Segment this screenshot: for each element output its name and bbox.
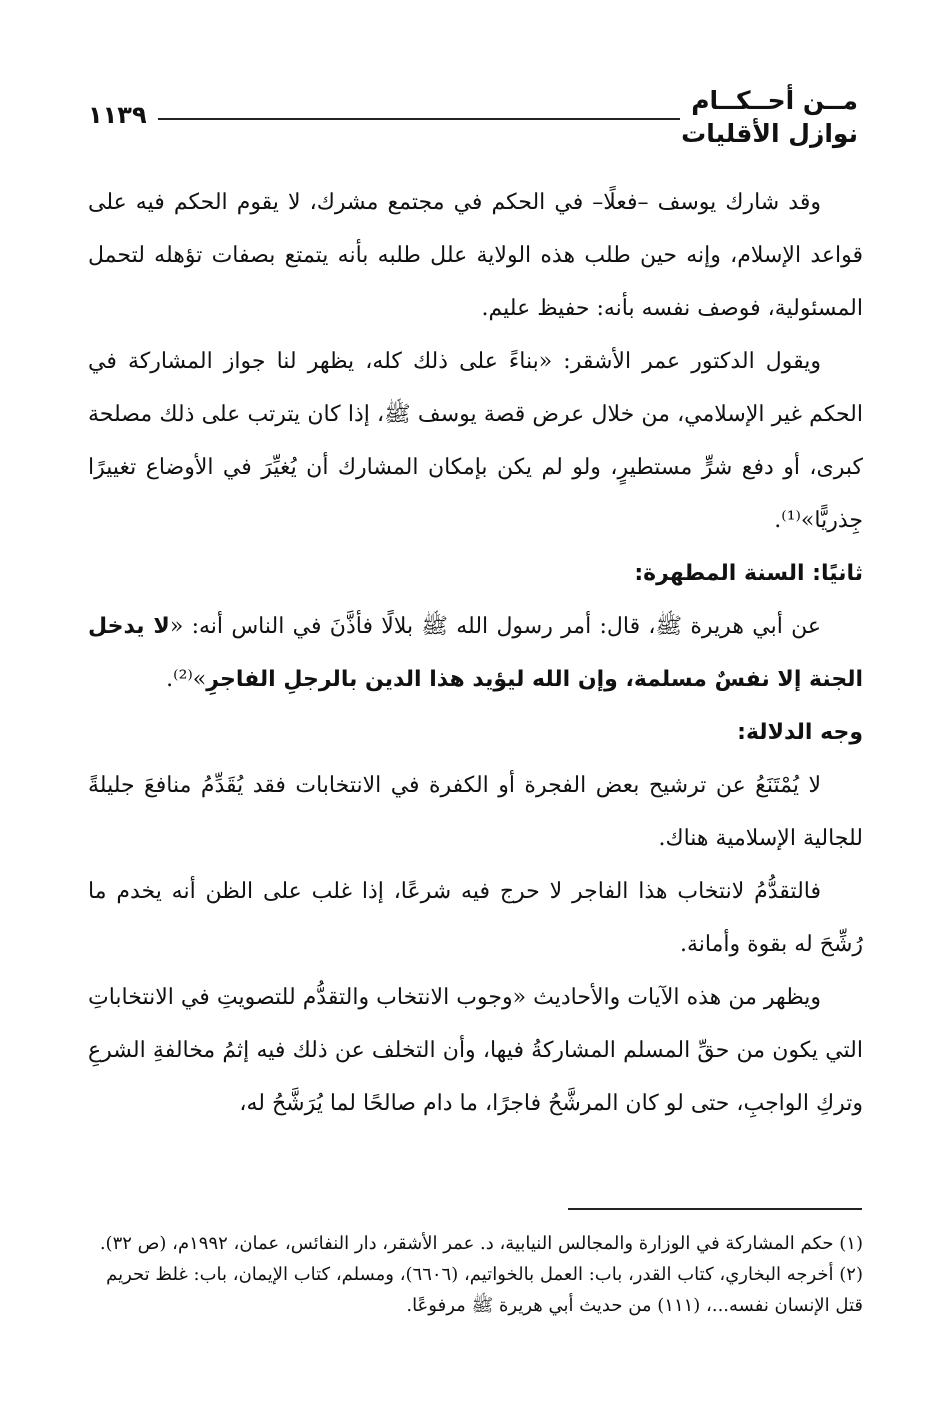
hadith-text: لا يدخل الجنة إلا نفسٌ مسلمة، وإن الله ليؤيد هذا الدين بالرجلِ الفاجرِ	[88, 614, 863, 692]
paragraph-voting-obligation: ويظهر من هذه الآيات والأحاديث «وجوب الانتخاب والتقدُّم للتصويتِ في الانتخاباتِ التي يكون من حقِّ المسلم المشاركةُ فيها، وأن التخلف عن ذلك فيه إثمُ مخالفةِ الشرعِ وتركِ الواجبِ، حتى لو كان المرشَّحُ فاجرًا، ما دام صالحًا لما يُرَشَّحُ له،	[88, 985, 863, 1116]
section-heading-evidence: وجه الدلالة:	[737, 720, 863, 745]
header-title-line2: نوازل الأقليات	[681, 119, 858, 148]
paragraph-yusuf-participation: وقد شارك يوسف –فعلًا– في الحكم في مجتمع مشرك، لا يقوم الحكم فيه على قواعد الإسلام، وإنه حين طلب هذه الولاية علل طلبه بأنه يتمتع بصفات تؤهله لتحمل المسئولية، فوصف نفسه بأنه: حفيظ عليم.	[88, 190, 863, 321]
hadith-ending: »⁽²⁾.	[166, 667, 207, 692]
header-title-line1: مــن أحــكــام	[691, 86, 858, 115]
page-number: ١١٣٩	[88, 101, 147, 129]
main-text	[88, 176, 863, 1130]
running-header-title	[618, 84, 858, 150]
header-rule	[158, 118, 680, 120]
footnotes	[88, 1228, 863, 1321]
paragraph-hadith	[88, 600, 863, 706]
hadith-introduction: عن أبي هريرة ﷺ، قال: أمر رسول الله ﷺ بلالًا فأذَّنَ في الناس أنه: «	[169, 614, 821, 639]
footnote-rule	[568, 1208, 862, 1210]
footnote-2: (٢) أخرجه البخاري، كتاب القدر، باب: العمل بالخواتيم، (٦٦٠٦)، ومسلم، كتاب الإيمان، باب: غلظ تحريم قتل الإنسان نفسه...، (١١١) من حديث أبي هريرة ﷺ مرفوعًا.	[106, 1264, 863, 1316]
section-heading-sunnah: ثانيًا: السنة المطهرة:	[634, 561, 863, 586]
footnote-1: (١) حكم المشاركة في الوزارة والمجالس النيابية، د. عمر الأشقر، دار النفائس، عمان، ١٩٩٢م، (ص ٣٢).	[99, 1233, 863, 1254]
paragraph-candidacy: لا يُمْتَنَعُ عن ترشيح بعض الفجرة أو الكفرة في الانتخابات فقد يُقَدِّمُ منافعَ جليلةً للجالية الإسلامية هناك.	[88, 773, 863, 851]
paragraph-al-ashqar-quote: ويقول الدكتور عمر الأشقر: «بناءً على ذلك كله، يظهر لنا جواز المشاركة في الحكم غير الإسلامي، من خلال عرض قصة يوسف ﷺ، إذا كان يترتب على ذلك مصلحة كبرى، أو دفع شرٍّ مستطيرٍ، ولو لم يكن بإمكان المشارك أن يُغيِّرَ في الأوضاع تغييرًا جِذريًّا»⁽¹⁾.	[88, 349, 863, 533]
paragraph-voting-for-candidate: فالتقدُّمُ لانتخاب هذا الفاجر لا حرج فيه شرعًا، إذا غلب على الظن أنه يخدم ما رُشِّحَ له بقوة وأمانة.	[88, 879, 863, 957]
